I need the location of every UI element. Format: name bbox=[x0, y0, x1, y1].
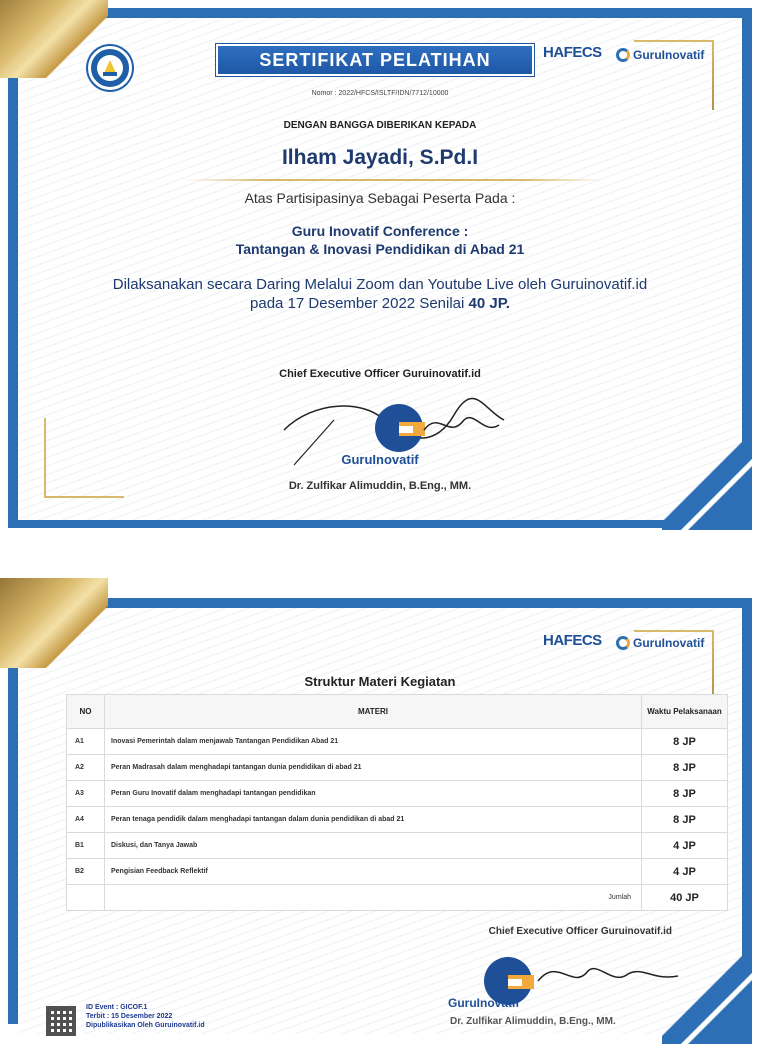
guruinovatif-logo bbox=[616, 48, 704, 62]
event-hours-value: 40 JP. bbox=[468, 295, 510, 312]
signature-brand-text: GuruInovatif bbox=[448, 996, 520, 1010]
event-id: ID Event : GICOF.1 bbox=[86, 1004, 148, 1011]
gold-corner-decoration bbox=[0, 578, 108, 668]
recipient-name: Ilham Jayadi, S.Pd.I bbox=[281, 146, 479, 169]
row-materi: Peran tenaga pendidik dalam menghadapi tantangan dalam dunia pendidikan di abad 21 bbox=[105, 807, 642, 833]
table-total-row bbox=[67, 885, 728, 911]
qr-code-icon bbox=[46, 1006, 76, 1036]
hafecs-logo bbox=[543, 632, 602, 649]
ceo-title: Chief Executive Officer Guruinovatif.id bbox=[488, 926, 672, 937]
row-no: A3 bbox=[67, 781, 105, 807]
signature-brand-logo bbox=[18, 452, 742, 467]
material-structure-title: Struktur Materi Kegiatan bbox=[304, 674, 456, 689]
table-row bbox=[67, 833, 728, 859]
row-materi: Peran Guru Inovatif dalam menghadapi tantangan pendidikan bbox=[105, 781, 642, 807]
row-no: A1 bbox=[67, 729, 105, 755]
table-row bbox=[67, 729, 728, 755]
guruinovatif-g-icon bbox=[616, 48, 630, 62]
ceo-name: Dr. Zulfikar Alimuddin, B.Eng., MM. bbox=[450, 1016, 616, 1027]
row-no: A2 bbox=[67, 755, 105, 781]
conference-title-line1: Guru Inovatif Conference : bbox=[291, 223, 469, 239]
total-empty-cell bbox=[67, 885, 105, 911]
table-row bbox=[67, 755, 728, 781]
event-info bbox=[86, 1003, 205, 1030]
certificate-page-1 bbox=[8, 8, 752, 528]
row-jp: 4 JP bbox=[642, 833, 728, 859]
row-materi: Inovasi Pemerintah dalam menjawab Tantangan Pendidikan Abad 21 bbox=[105, 729, 642, 755]
row-materi: Pengisian Feedback Reflektif bbox=[105, 859, 642, 885]
hafecs-logo bbox=[543, 44, 602, 61]
ceo-title: Chief Executive Officer Guruinovatif.id bbox=[279, 368, 481, 380]
name-underline bbox=[184, 179, 604, 181]
header-no: NO bbox=[67, 695, 105, 729]
conference-title-line2: Tantangan & Inovasi Pendidikan di Abad 21 bbox=[235, 241, 525, 257]
row-no: A4 bbox=[67, 807, 105, 833]
guruinovatif-logo bbox=[616, 636, 704, 650]
tut-wuri-handayani-logo bbox=[88, 46, 132, 90]
guruinovatif-g-icon bbox=[616, 636, 630, 650]
published-by: Dipublikasikan Oleh Guruinovatif.id bbox=[86, 1022, 205, 1029]
event-date-text: pada 17 Desember 2022 Senilai bbox=[250, 295, 469, 312]
table-row bbox=[67, 859, 728, 885]
event-description-line1: Dilaksanakan secara Daring Melalui Zoom dan Youtube Live oleh Guruinovatif.id bbox=[112, 276, 648, 293]
certificate-paper bbox=[18, 18, 742, 520]
row-jp: 8 JP bbox=[642, 755, 728, 781]
certificate-title: SERTIFIKAT PELATIHAN bbox=[216, 44, 534, 76]
gold-frame-line bbox=[712, 630, 714, 700]
certificate-number: Nomor : 2022/HFCS/ISLTF/IDN/7712/10000 bbox=[311, 90, 449, 97]
table-header-row bbox=[67, 695, 728, 729]
guruinovatif-logo-text: GuruInovatif bbox=[633, 636, 705, 650]
row-no: B1 bbox=[67, 833, 105, 859]
material-table bbox=[66, 694, 728, 911]
table-row bbox=[67, 781, 728, 807]
hafecs-logo-text: HAFECS bbox=[543, 44, 602, 61]
header-materi: MATERI bbox=[105, 695, 642, 729]
emblem-icon bbox=[95, 53, 125, 83]
total-label: Jumlah bbox=[105, 885, 642, 911]
signature-brand-logo bbox=[448, 996, 519, 1010]
row-materi: Diskusi, dan Tanya Jawab bbox=[105, 833, 642, 859]
table-row bbox=[67, 807, 728, 833]
ceo-name: Dr. Zulfikar Alimuddin, B.Eng., MM. bbox=[288, 480, 472, 492]
row-jp: 8 JP bbox=[642, 729, 728, 755]
certificate-paper bbox=[18, 608, 742, 1034]
row-jp: 8 JP bbox=[642, 807, 728, 833]
participation-text: Atas Partisipasinya Sebagai Peserta Pada : bbox=[244, 190, 516, 206]
guruinovatif-logo-text: GuruInovatif bbox=[633, 48, 705, 62]
gold-frame-line bbox=[712, 40, 714, 110]
row-jp: 8 JP bbox=[642, 781, 728, 807]
event-description-line2 bbox=[18, 295, 742, 312]
row-no: B2 bbox=[67, 859, 105, 885]
presented-to-label: DENGAN BANGGA DIBERIKAN KEPADA bbox=[283, 120, 477, 131]
header-waktu: Waktu Pelaksanaan bbox=[642, 695, 728, 729]
hafecs-logo-text: HAFECS bbox=[543, 632, 602, 649]
row-jp: 4 JP bbox=[642, 859, 728, 885]
signature-brand-text: GuruInovatif bbox=[341, 452, 419, 467]
total-value: 40 JP bbox=[642, 885, 728, 911]
certificate-page-2 bbox=[8, 598, 752, 1029]
row-materi: Peran Madrasah dalam menghadapi tantangan dunia pendidikan di abad 21 bbox=[105, 755, 642, 781]
issue-date: Terbit : 15 Desember 2022 bbox=[86, 1013, 173, 1020]
